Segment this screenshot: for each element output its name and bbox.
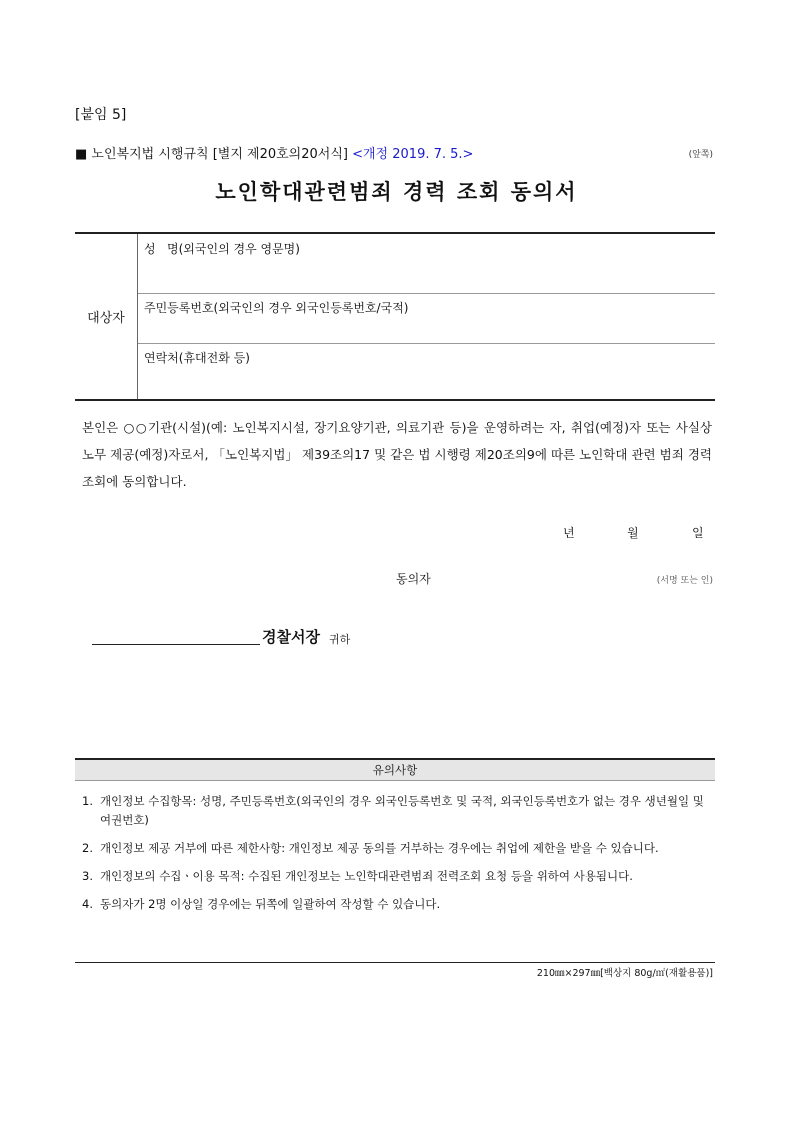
list-item-number: 2. [82,841,93,855]
list-item [82,895,714,914]
date-year-label: 년 [563,526,575,540]
attachment-label: [붙임 5] [75,107,127,123]
contact-field-label: 연락처(휴대전화 등) [144,351,250,365]
name-field[interactable] [138,234,715,294]
police-station-blank[interactable] [92,644,260,645]
resident-id-field[interactable] [138,294,715,344]
paper-spec: 210㎜×297㎜[백상지 80g/㎡(재활용품)] [536,968,713,979]
date-day-label: 일 [692,526,704,540]
consenter-label: 동의자 [396,572,431,586]
list-item-number: 1. [82,794,93,808]
form-title: 노인학대관련범죄 경력 조회 동의서 [215,180,578,204]
page-side-label: (앞쪽) [688,150,713,160]
list-item-number: 3. [82,869,93,883]
consent-statement: 본인은 ○○기관(시설)(예: 노인복지시설, 장기요양기관, 의료기관 등)을 운영하려는 자, 취업(예정)자 또는 사실상 노무 제공(예정)자로서, 「노인복지법」 제39조의17 및 같은 법 시행령 제20조의9에 따른 노인학대 관련 범죄 경력 조회에 동의합니다. [82,420,712,489]
date-month-label: 월 [627,526,639,540]
revision-date: <개정 2019. 7. 5.> [352,147,474,162]
resident-id-field-label: 주민등록번호(외국인의 경우 외국인등록번호/국적) [144,301,409,315]
list-item [82,867,714,886]
contact-field[interactable] [138,344,715,399]
notice-bottom-rule [75,962,715,963]
notice-list [82,792,714,923]
list-item-text: 개인정보 제공 거부에 따른 제한사항: 개인정보 제공 동의를 거부하는 경우에는 취업에 제한을 받을 수 있습니다. [100,841,659,855]
notice-heading: 유의사항 [75,758,715,781]
addressee-honorific: 귀하 [329,633,351,646]
list-item-text: 동의자가 2명 이상일 경우에는 뒤쪽에 일괄하여 작성할 수 있습니다. [100,897,441,911]
law-reference-text: ■ 노인복지법 시행규칙 [별지 제20호의20서식] [75,147,348,162]
name-field-label: 성 명(외국인의 경우 영문명) [144,242,300,256]
police-chief-label: 경찰서장 [262,628,320,646]
list-item-text: 개인정보 수집항목: 성명, 주민등록번호(외국인의 경우 외국인등록번호 및 국적, 외국인등록번호가 없는 경우 생년월일 및 여권번호) [100,794,704,827]
list-item [82,839,714,858]
list-item-text: 개인정보의 수집ㆍ이용 목적: 수집된 개인정보는 노인학대관련범죄 전력조회 요청 등을 위하여 사용됨니다. [100,869,633,883]
subject-info-table [75,232,715,401]
list-item [82,792,714,830]
law-reference [75,143,473,162]
subject-label: 대상자 [75,234,138,399]
list-item-number: 4. [82,897,93,911]
signature-hint: (서명 또는 인) [656,576,713,586]
